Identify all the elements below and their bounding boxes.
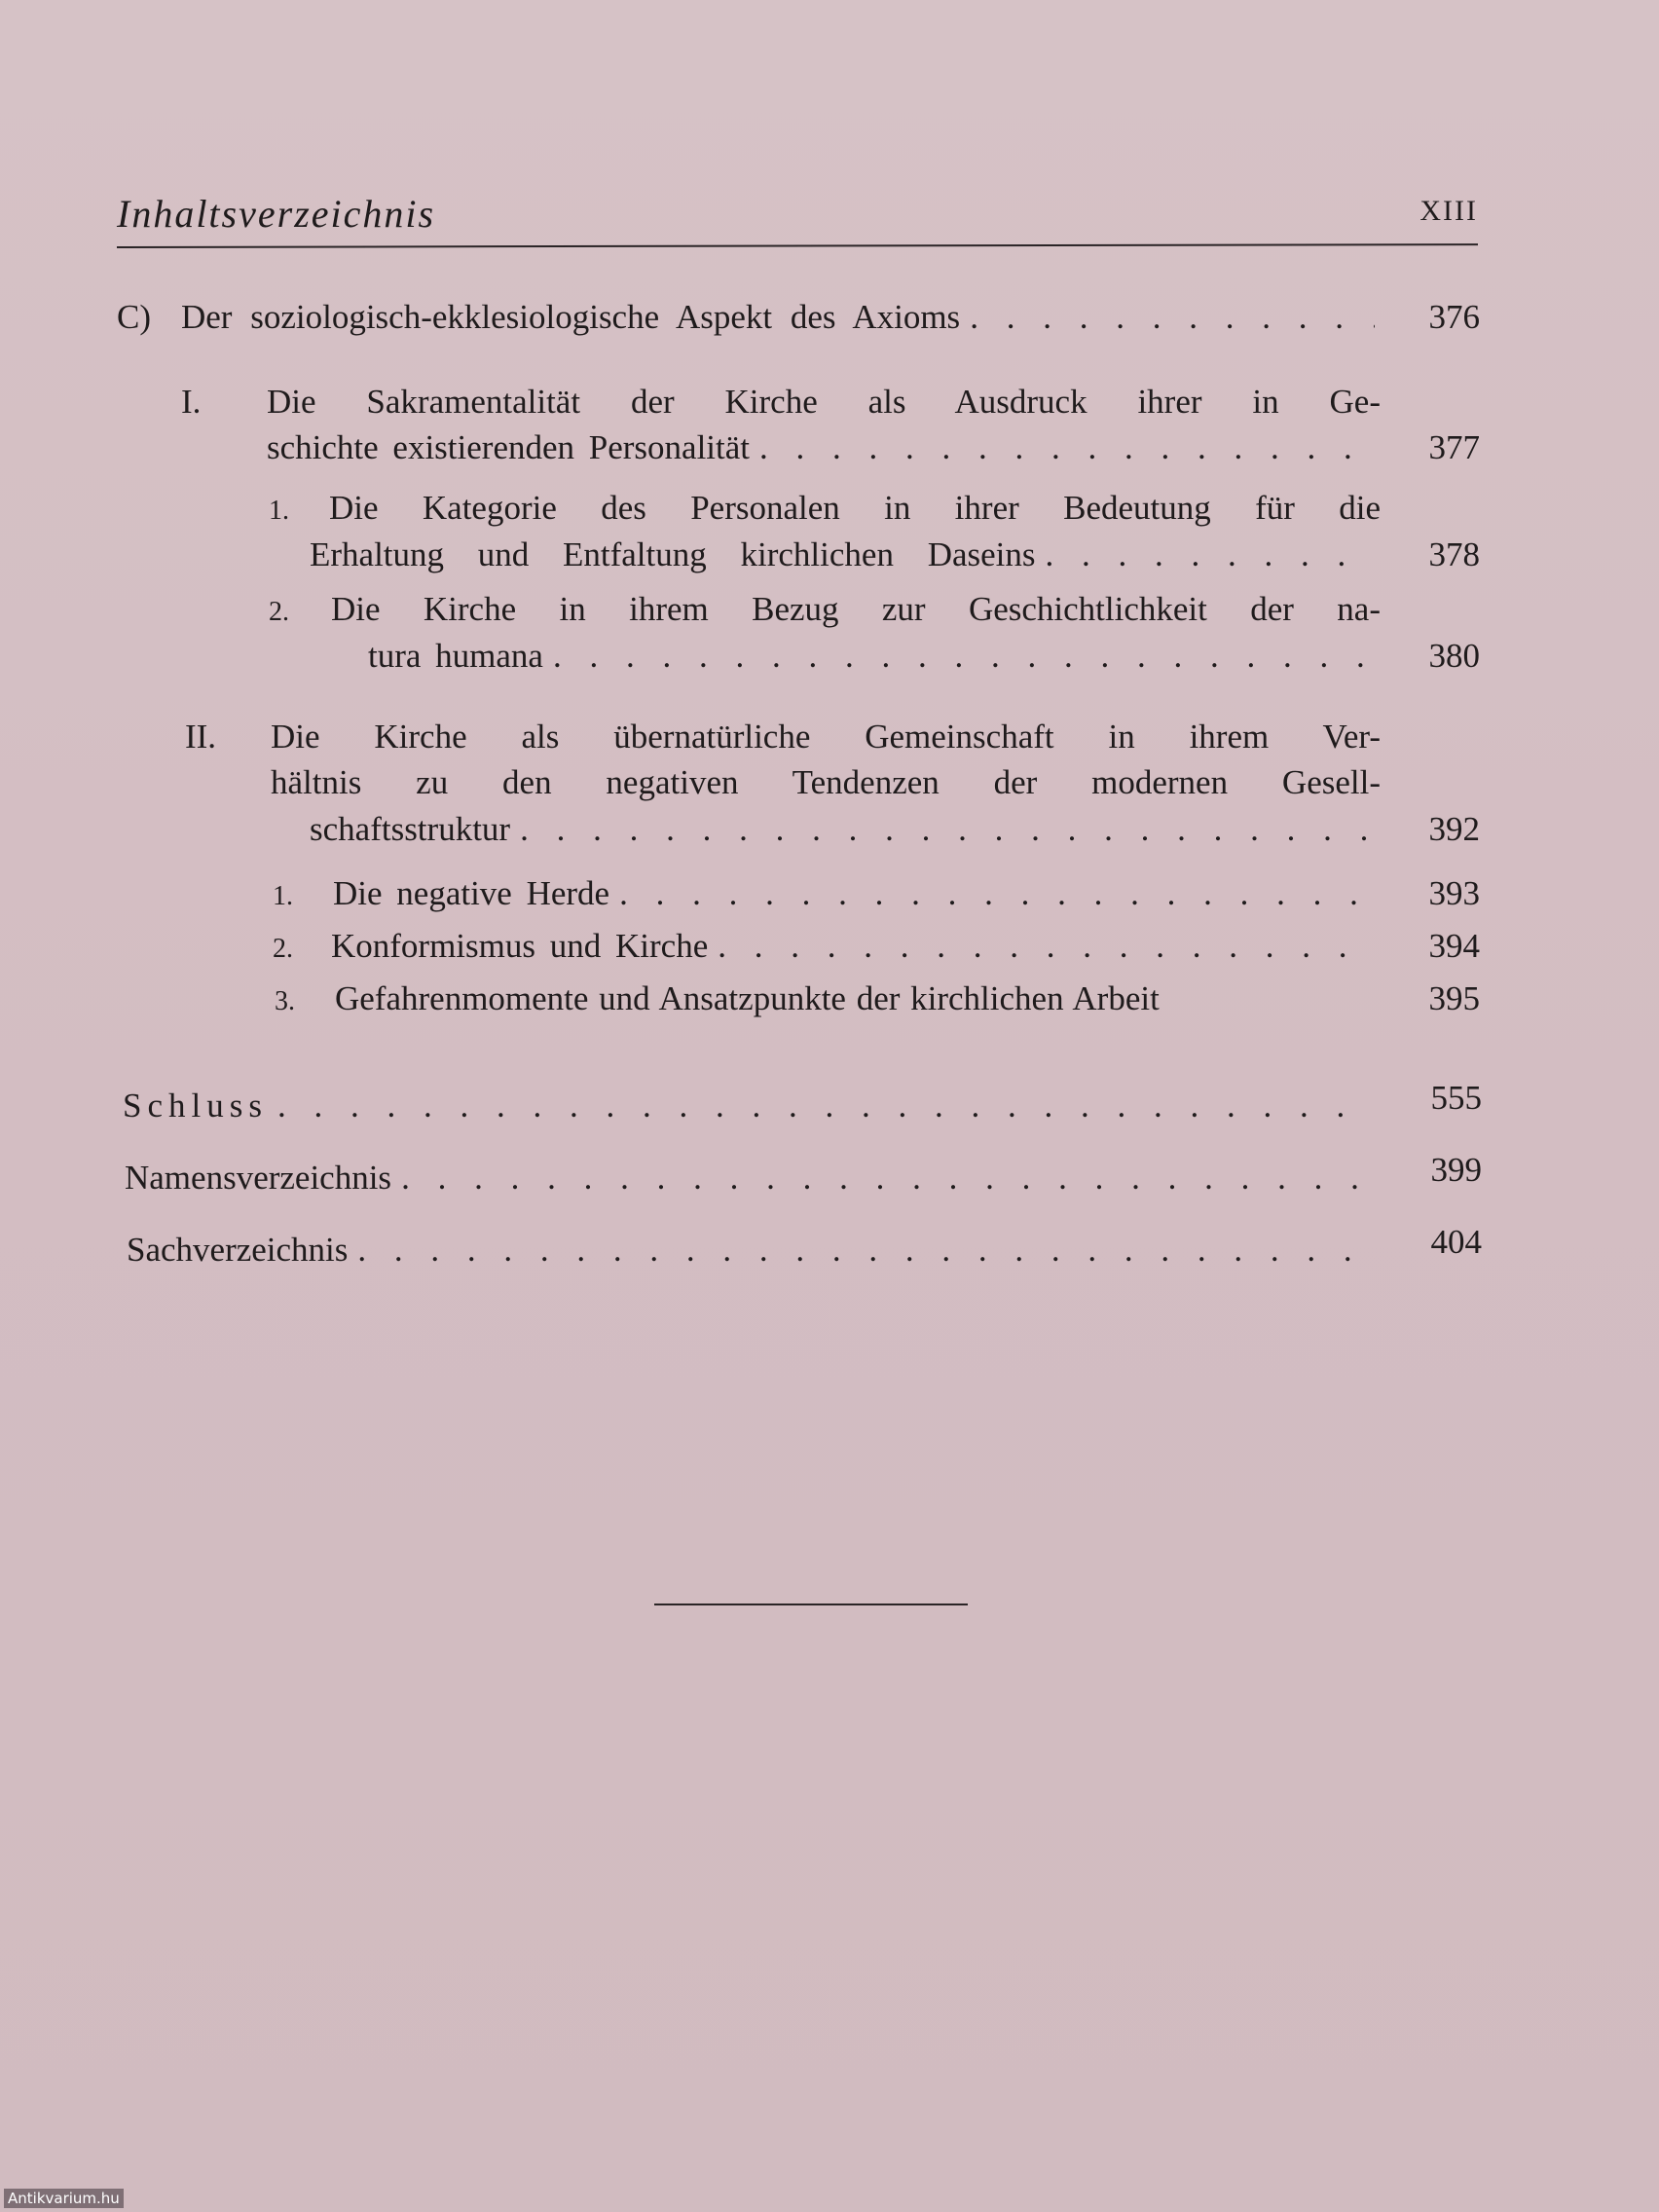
running-page-number: XIII bbox=[1419, 195, 1478, 227]
toc-page-number: 392 bbox=[1428, 810, 1480, 848]
toc-entry-schluss bbox=[123, 1085, 1382, 1127]
toc-page-number: 555 bbox=[1430, 1079, 1482, 1117]
dot-leader bbox=[553, 635, 1375, 678]
toc-entry-text: Schluss bbox=[123, 1087, 268, 1124]
closing-rule bbox=[654, 1604, 968, 1605]
toc-page-number: 404 bbox=[1430, 1223, 1482, 1261]
toc-entry-text: Die negative Herde bbox=[333, 874, 610, 912]
toc-entry-ii-1 bbox=[273, 872, 1382, 918]
toc-entry-i-1 bbox=[269, 487, 1381, 533]
toc-entry-text: Die Kirche in ihrem Bezug zur Geschichtlichkeit der na- bbox=[331, 590, 1381, 628]
running-title: Inhaltsverzeichnis bbox=[117, 192, 436, 236]
toc-entry-text: Die Sakramentalität der Kirche als Ausdruck ihrer in Ge- bbox=[267, 383, 1381, 421]
toc-page-number: 395 bbox=[1428, 979, 1480, 1017]
toc-page-number: 394 bbox=[1428, 927, 1480, 965]
dot-leader bbox=[401, 1157, 1375, 1199]
toc-entry-i-1-continued bbox=[310, 534, 1382, 576]
toc-entry-text: Die Kirche als übernatürliche Gemeinschaft in ihrem Ver- bbox=[271, 718, 1381, 756]
toc-entry-text: Konformismus und Kirche bbox=[331, 927, 709, 965]
dot-leader bbox=[277, 1085, 1375, 1127]
toc-entry-label: 2. bbox=[269, 597, 289, 627]
toc-entry-ii-2 bbox=[273, 925, 1382, 971]
dot-leader bbox=[718, 925, 1375, 968]
toc-entry-ii-3 bbox=[275, 977, 1382, 1023]
toc-page-number: 376 bbox=[1428, 298, 1480, 336]
toc-entry-ii-continued bbox=[271, 761, 1381, 804]
toc-entry-text: schaftsstruktur bbox=[310, 810, 511, 848]
toc-entry-label: 1. bbox=[273, 881, 293, 911]
toc-entry-i-continued bbox=[267, 426, 1382, 469]
toc-entry-i-2-continued bbox=[368, 635, 1382, 678]
toc-entry-text: schichte existierenden Personalität bbox=[267, 428, 751, 466]
dot-leader bbox=[520, 808, 1375, 851]
toc-entry-text: Gefahrenmomente und Ansatzpunkte der kirchlichen Arbeit bbox=[335, 979, 1160, 1017]
toc-entry-label: 3. bbox=[275, 986, 295, 1016]
watermark: Antikvarium.hu bbox=[4, 2189, 124, 2208]
toc-entry-text: hältnis zu den negativen Tendenzen der modernen Gesell- bbox=[271, 763, 1381, 801]
toc-entry-i-2 bbox=[269, 588, 1381, 634]
toc-entry-ii-continued-2 bbox=[310, 808, 1382, 851]
toc-entry-c bbox=[117, 296, 1382, 339]
toc-entry-label: II. bbox=[185, 718, 217, 756]
toc-page-number: 399 bbox=[1430, 1151, 1482, 1189]
dot-leader bbox=[970, 296, 1375, 339]
toc-page-number: 393 bbox=[1428, 874, 1480, 912]
toc-entry-label: C) bbox=[117, 298, 151, 336]
toc-entry-text: tura humana bbox=[368, 637, 543, 675]
toc-entry-text: Sachverzeichnis bbox=[127, 1231, 349, 1269]
toc-page-number: 378 bbox=[1428, 535, 1480, 573]
dot-leader bbox=[1046, 534, 1375, 576]
toc-entry-text: Der soziologisch-ekklesiologische Aspekt des Axioms bbox=[181, 298, 961, 336]
toc-entry-text: Erhaltung und Entfaltung kirchlichen Daseins bbox=[310, 535, 1036, 573]
dot-leader bbox=[619, 872, 1375, 915]
toc-entry-ii bbox=[185, 716, 1381, 758]
toc-entry-text: Namensverzeichnis bbox=[125, 1159, 392, 1197]
toc-entry-text: Die Kategorie des Personalen in ihrer Bedeutung für die bbox=[329, 489, 1381, 527]
toc-entry-sachverzeichnis bbox=[127, 1229, 1382, 1272]
toc-entry-i bbox=[181, 381, 1381, 424]
toc-page-number: 377 bbox=[1428, 428, 1480, 466]
toc-entry-label: 1. bbox=[269, 496, 289, 526]
toc-entry-label: 2. bbox=[273, 934, 293, 964]
toc-entry-namensverzeichnis bbox=[125, 1157, 1382, 1199]
toc-page-number: 380 bbox=[1428, 637, 1480, 675]
toc-entry-label: I. bbox=[181, 383, 202, 421]
dot-leader bbox=[357, 1229, 1375, 1272]
dot-leader bbox=[759, 426, 1375, 469]
